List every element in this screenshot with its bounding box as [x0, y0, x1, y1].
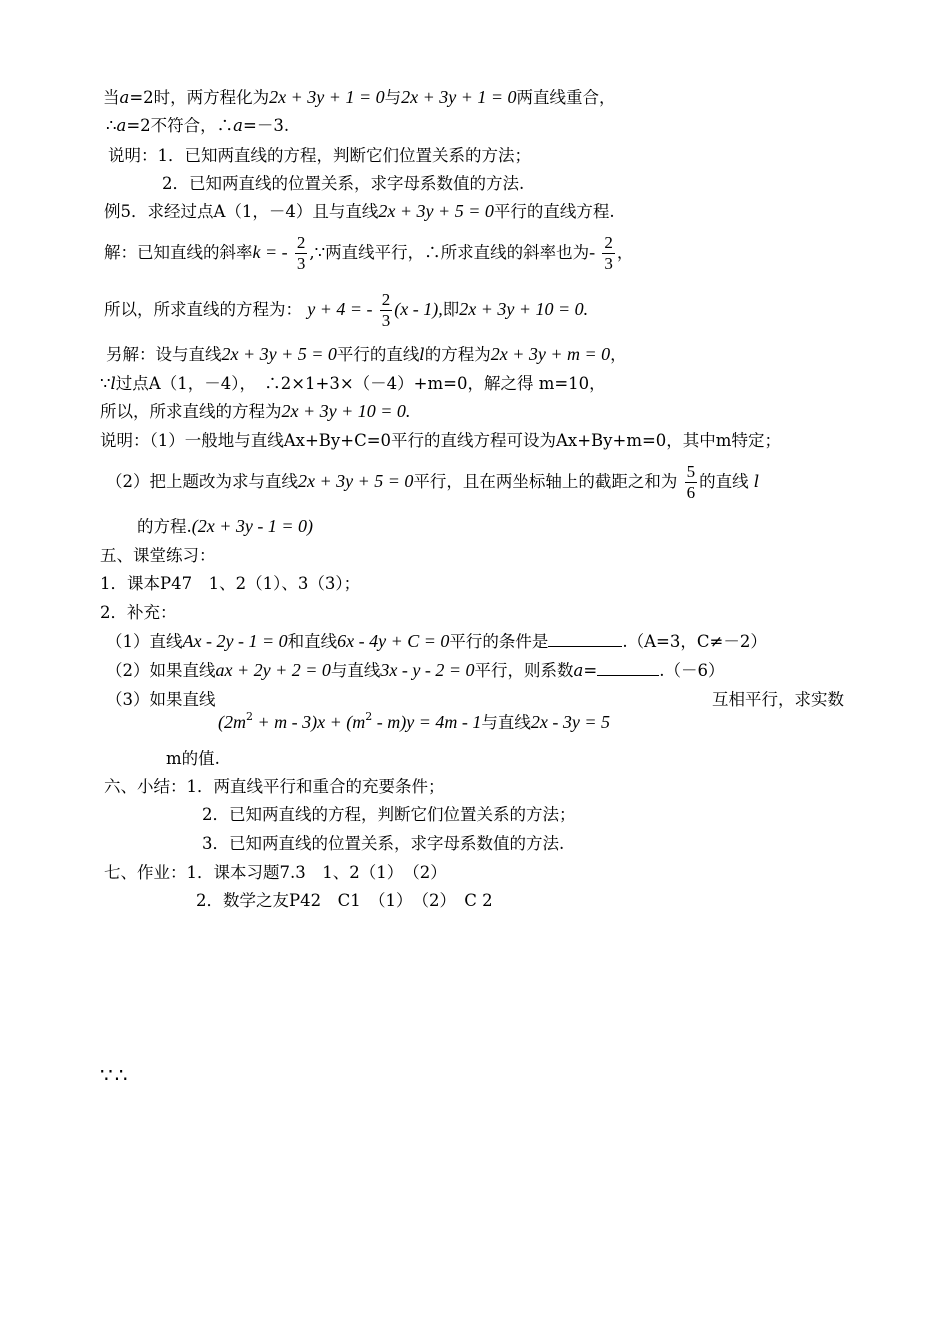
line-17: （1）直线Ax - 2y - 1 = 0和直线6x - 4y + C = 0平行的条件是 .（A=3，C≠－2） — [106, 631, 767, 651]
answer-blank[interactable] — [548, 630, 622, 647]
line-8: 另解：设与直线2x + 3y + 5 = 0平行的直线l的方程为2x + 3y + m = 0， — [106, 344, 627, 364]
fraction-2-3-third: $\frac{2}{3}$ — [381, 290, 391, 330]
line-19-math: $(2m^2 + m - 3)x + (m^2 - m)y = 4m - 1$与直线2x - 3y = 5 — [218, 710, 611, 732]
line-19-tail: 互相平行，求实数 — [712, 690, 844, 709]
line-15: 1．课本P47 1、2（1）、3（3）； — [100, 574, 361, 593]
fraction-2-3-second: $\frac{2}{3}$ — [604, 233, 613, 273]
line-25: 2．数学之友P42 C1 （1） （2） C 2 — [196, 891, 493, 910]
line-18: （2）如果直线ax + 2y + 2 = 0与直线3x - y - 2 = 0平行，则系数a= .（－6） — [106, 660, 725, 680]
line-22: 2．已知两直线的方程，判断它们位置关系的方法； — [202, 805, 576, 824]
line-10: 所以，所求直线的方程为2x + 3y + 10 = 0. — [100, 401, 411, 421]
answer-blank-a[interactable] — [597, 659, 659, 676]
line-2: ∴a=2不符合，∴a=－3. — [106, 116, 290, 135]
fraction-2-3: $\frac{2}{3}$ — [296, 233, 306, 273]
line-20: m的值. — [166, 749, 220, 768]
section-practice-title: 五、课堂练习： — [100, 546, 216, 565]
line-13: 的方程.(2x + 3y - 1 = 0) — [137, 516, 314, 536]
line-6: 解：已知直线的斜率k = - $\frac{2}{3}$ ,∵两直线平行，∴所求直线的斜率也为- $\frac{2}{3}$ ， — [104, 233, 634, 273]
line-4: 2．已知两直线的位置关系，求字母系数值的方法. — [162, 174, 525, 193]
section-summary: 六、小结：1．两直线平行和重合的充要条件； — [104, 777, 445, 796]
line-23: 3．已知两直线的位置关系，求字母系数值的方法. — [202, 834, 565, 853]
line-16: 2．补充： — [100, 603, 177, 622]
line-9: ∵l过点A（1，－4）， ∴2×1+3×（－4）+m=0，解之得 m=10， — [100, 374, 606, 393]
line-3: 说明：1．已知两直线的方程，判断它们位置关系的方法； — [108, 146, 531, 165]
fraction-5-6: $\frac{5}{6}$ — [686, 462, 696, 502]
line-12: （2）把上题改为求与直线2x + 3y + 5 = 0平行，且在两坐标轴上的截距之和为 $\frac{5}{6}$ 的直线 l — [106, 462, 760, 502]
line-19-lead: （3）如果直线 — [106, 690, 216, 709]
line-5: 例5．求经过点A（1，－4）且与直线2x + 3y + 5 = 0平行的直线方程. — [104, 201, 615, 221]
because-therefore-symbols: ∵∴ — [100, 1063, 130, 1087]
line-7: 所以，所求直线的方程为： y + 4 = - $\frac{2}{3}$ (x - 1),即2x + 3y + 10 = 0. — [104, 290, 589, 330]
section-homework: 七、作业：1．课本习题7.3 1、2（1） （2） — [104, 863, 447, 882]
line-1: 当a=2时，两方程化为2x + 3y + 1 = 0与2x + 3y + 1 = 0两直线重合， — [103, 87, 616, 107]
line-11: 说明：（1）一般地与直线Ax+By+C=0平行的直线方程可设为Ax+By+m=0，其中m特定； — [100, 431, 781, 450]
